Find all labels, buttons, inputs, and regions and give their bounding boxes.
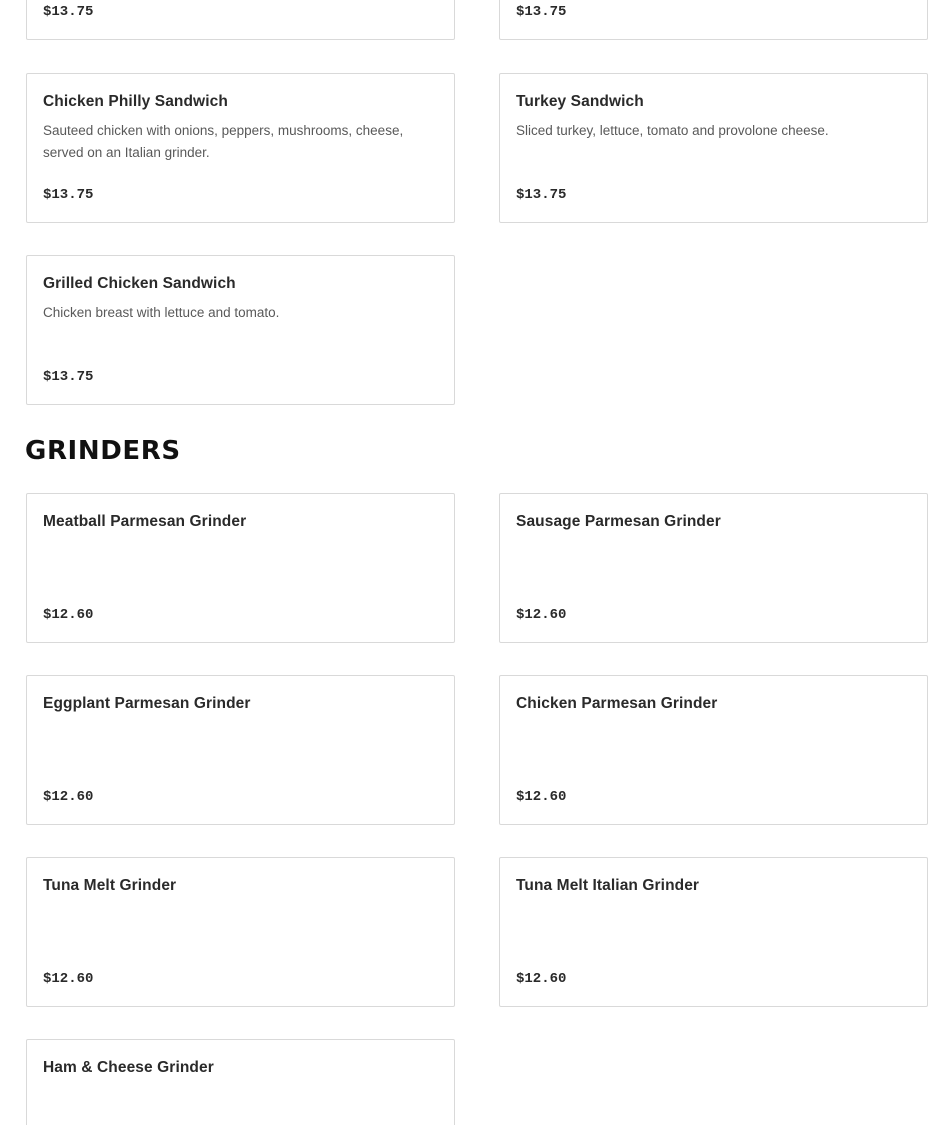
item-name: Chicken Parmesan Grinder: [516, 695, 718, 712]
menu-item-card[interactable]: [499, 675, 928, 825]
item-description: Sliced turkey, lettuce, tomato and provolone cheese.: [516, 123, 829, 138]
item-name: Meatball Parmesan Grinder: [43, 513, 247, 530]
menu-item-card[interactable]: [26, 73, 455, 223]
item-name: Eggplant Parmesan Grinder: [43, 695, 251, 712]
item-name: Ham & Cheese Grinder: [43, 1059, 214, 1076]
item-price: $12.60: [516, 789, 567, 805]
item-name: Grilled Chicken Sandwich: [43, 275, 236, 292]
menu-item-card[interactable]: [26, 255, 455, 405]
menu-item-card[interactable]: [26, 857, 455, 1007]
item-name: Tuna Melt Grinder: [43, 877, 177, 894]
item-price: $13.75: [43, 4, 94, 20]
menu-item-card[interactable]: [26, 675, 455, 825]
item-name: Chicken Philly Sandwich: [43, 93, 228, 110]
item-description: Sauteed chicken with onions, peppers, mushrooms, cheese, served on an Italian grinder.: [43, 123, 404, 160]
item-name: Turkey Sandwich: [516, 93, 644, 110]
item-price: $12.60: [43, 971, 94, 987]
menu-item-card[interactable]: [499, 73, 928, 223]
item-price: $13.75: [43, 187, 94, 203]
item-price: $12.60: [516, 971, 567, 987]
menu-item-card[interactable]: [499, 857, 928, 1007]
item-description: Chicken breast with lettuce and tomato.: [43, 305, 280, 320]
menu-item-card[interactable]: [26, 0, 455, 40]
menu-item-card[interactable]: [499, 0, 928, 40]
item-price: $13.75: [516, 4, 567, 20]
item-price: $12.60: [43, 789, 94, 805]
item-price: $13.75: [43, 369, 94, 385]
item-price: $12.60: [516, 607, 567, 623]
item-price: $13.75: [516, 187, 567, 203]
menu-item-card[interactable]: [26, 493, 455, 643]
menu-item-card[interactable]: [499, 493, 928, 643]
item-name: Sausage Parmesan Grinder: [516, 513, 721, 530]
item-price: $12.60: [43, 607, 94, 623]
section-title-grinders: GRINDERS: [25, 436, 181, 466]
menu-item-card[interactable]: [26, 1039, 455, 1125]
item-name: Tuna Melt Italian Grinder: [516, 877, 700, 894]
